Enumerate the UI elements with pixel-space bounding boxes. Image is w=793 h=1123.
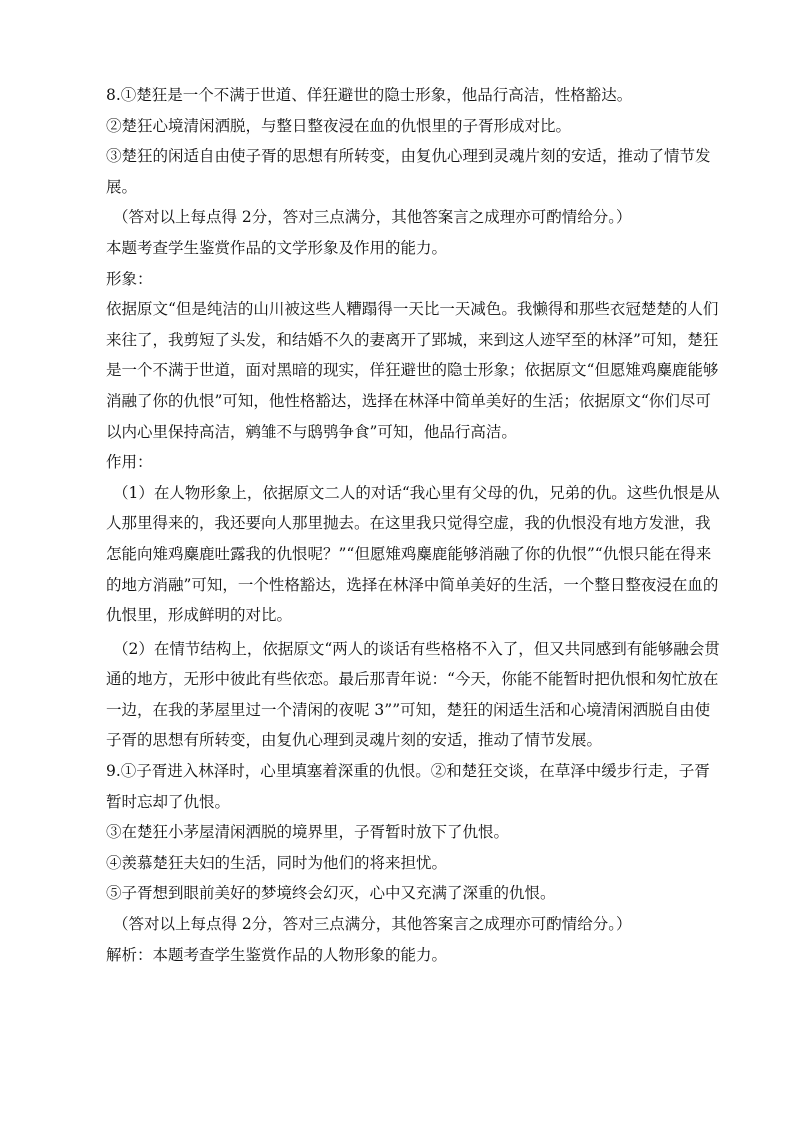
answer-8-point-1: 8.①楚狂是一个不满于世道、佯狂避世的隐士形象，他品行高洁，性格豁达。 bbox=[106, 86, 633, 104]
answer-8-point-2: ②楚狂心境清闲洒脱，与整日整夜浸在血的仇恨里的子胥形成对比。 bbox=[106, 116, 572, 135]
answer-9-point-4: ④羡慕楚狂夫妇的生活，同时为他们的将来担忧。 bbox=[106, 853, 448, 872]
scoring-note-9: （答对以上每点得 2分，答对三点满分，其他答案言之成理亦可酌情给分。） bbox=[113, 915, 632, 934]
answer-8-point-3: ③楚狂的闲适自由使子胥的思想有所转变，由复仇心理到灵魂片刻的安适，推动了情节发展。 bbox=[106, 147, 711, 196]
answer-9-point-5: ⑤子胥想到眼前美好的梦境终会幻灭，心中又充满了深重的仇恨。 bbox=[106, 884, 556, 903]
image-analysis-paragraph: 依据原文“但是纯洁的山川被这些人糟蹋得一天比一天减色。我懒得和那些衣冠楚楚的人们来往了，我剪短了头发，和结婚不久的妻离开了郢城，来到这人迹罕至的林泽”可知，楚狂是一个不满于世道，面对黑暗的现实，佯狂避世的隐士形象；依据原文“但愿雉鸡麋鹿能够消融了你的仇恨”可知，他性格豁达，选择在林泽中简单美好的生活；依据原文“你们尽可以内心里保持高洁，鹓雏不与鸱鸮争食”可知，他品行高洁。 bbox=[106, 300, 719, 441]
question-9-explanation: 解析：本题考查学生鉴赏作品的人物形象的能力。 bbox=[106, 945, 448, 964]
question-8-explanation: 本题考查学生鉴赏作品的文学形象及作用的能力。 bbox=[106, 238, 448, 257]
scoring-note-8: （答对以上每点得 2分，答对三点满分，其他答案言之成理亦可酌情给分。） bbox=[113, 208, 632, 227]
section-label-function: 作用： bbox=[106, 453, 153, 472]
answer-9-point-3: ③在楚狂小茅屋清闲洒脱的境界里，子胥暂时放下了仇恨。 bbox=[106, 823, 510, 842]
function-point-2: （2）在情节结构上，依据原文“两人的谈话有些格格不入了，但又共同感到有能够融会贯通的地方，无形中彼此有些依恋。最后那青年说：“今天，你能不能暂时把仇恨和匆忙放在一边，在我的茅屋里过一个清闲的夜呢 3””可知，楚狂的闲适生活和心境清闲洒脱自由使子胥的思想有所转变，由复仇心理到灵魂片刻的安适，推动了情节发展。 bbox=[106, 639, 720, 750]
section-label-image: 形象： bbox=[106, 269, 153, 288]
answer-text-body bbox=[106, 80, 724, 970]
answer-9-points-1-2: 9.①子胥进入林泽时，心里填塞着深重的仇恨。②和楚狂交谈，在草泽中缓步行走，子胥暂时忘却了仇恨。 bbox=[106, 762, 710, 811]
function-point-1: （1）在人物形象上，依据原文二人的对话“我心里有父母的仇，兄弟的仇。这些仇恨是从人那里得来的，我还要向人那里抛去。在这里我只觉得空虚，我的仇恨没有地方发泄，我怎能向雉鸡麋鹿吐露我的仇恨呢？”“但愿雉鸡麋鹿能够消融了你的仇恨”“仇恨只能在得来的地方消融”可知，一个性格豁达，选择在林泽中简单美好的生活，一个整日整夜浸在血的仇恨里，形成鲜明的对比。 bbox=[106, 483, 720, 625]
